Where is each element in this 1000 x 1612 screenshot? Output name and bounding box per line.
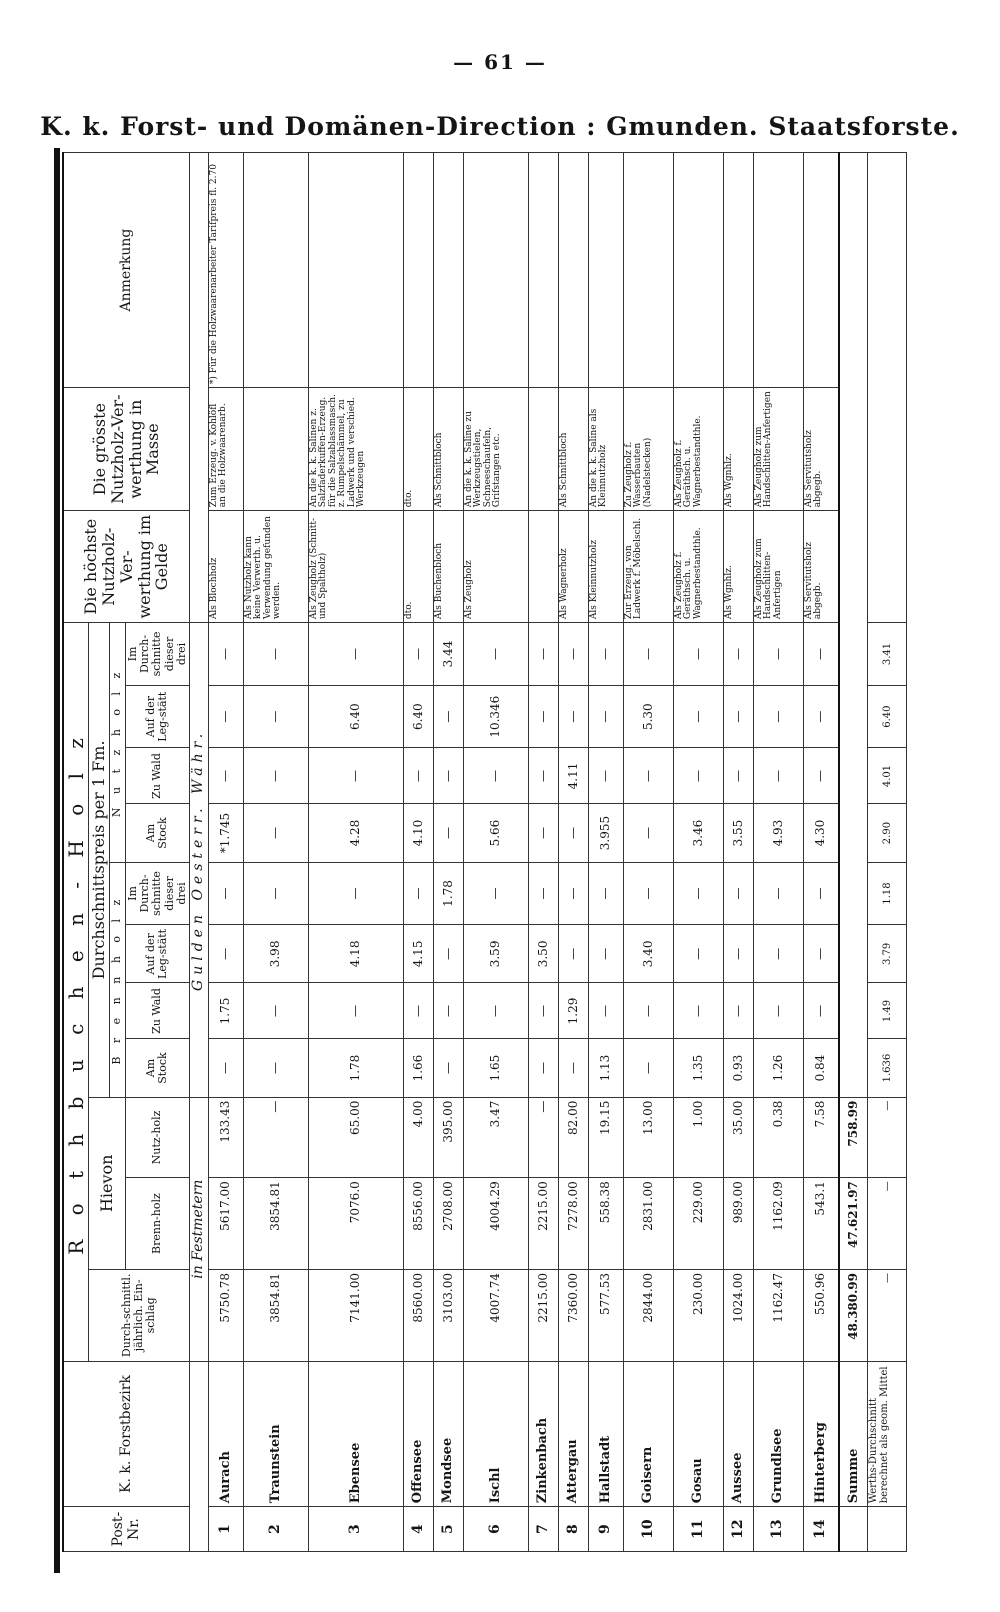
cell-post-nr: 2 [243,1507,308,1552]
cell-b-zu-wald: — [753,983,803,1039]
cell-b-zu-wald: — [529,983,559,1039]
cell-einschlag: 577.53 [588,1269,623,1361]
cell-hoechste-geld: Als Nutzholz kann keine Verwerth. u. Verwendung gefunden werden. [243,511,308,623]
cell-b-am-stock: 1.66 [404,1039,434,1097]
cell-nutzholz: 3.47 [464,1097,529,1178]
cell-post-nr: 3 [308,1507,403,1552]
cell-n-zu-wald: — [588,748,623,804]
cell-b-zu-wald: 1.29 [559,983,589,1039]
cell-b-am-stock: 0.93 [723,1039,753,1097]
cell-n-leg: — [208,685,243,748]
cell-hoechste-geld: Als Zeugholz zum Handschlitten-Anfertigen [753,511,803,623]
cell-anmerkung [404,153,434,388]
table-row [803,153,839,1552]
table-row [208,153,243,1552]
cell-n-leg: — [588,685,623,748]
cell-hoechste-geld: Als Blochholz [208,511,243,623]
cell-n-durchschnitt: — [623,623,673,686]
table-row [529,153,559,1552]
cell-einschlag: 1162.47 [753,1269,803,1361]
cell-n-zu-wald: — [434,748,464,804]
cell-brennholz: 1162.09 [753,1178,803,1270]
cell-groesste-masse: dto. [404,388,434,511]
cell-n-am-stock: — [529,804,559,862]
cell-nutzholz: 19.15 [588,1097,623,1178]
cell-post-nr: 5 [434,1507,464,1552]
cell-b-am-stock: 1.26 [753,1039,803,1097]
cell-post-nr: 7 [529,1507,559,1552]
cell-brennholz: 558.38 [588,1178,623,1270]
cell-b-durchschnitt: — [673,862,723,925]
cell-n-zu-wald: — [803,748,839,804]
cell-b-zu-wald: — [404,983,434,1039]
cell-sum-label: Summe [839,1361,868,1506]
cell-b-am-stock: — [559,1039,589,1097]
cell-nutzholz: — [529,1097,559,1178]
cell-b-leg: — [588,925,623,983]
cell-b-am-stock: — [208,1039,243,1097]
cell-b-zu-wald: — [243,983,308,1039]
cell-post-nr: 14 [803,1507,839,1552]
header-unit-festmetern: in Festmetern [190,1097,209,1361]
cell-hoechste-geld: dto. [404,511,434,623]
table-row [464,153,529,1552]
header-hievon: Hievon [89,1097,125,1269]
cell-einschlag: 3103.00 [434,1269,464,1361]
cell-groesste-masse: Als Zeugholz f. Geräthsch. u. Wagnerbestandthle. [673,388,723,511]
cell-b-durchschnitt: — [623,862,673,925]
cell-mean-label: Werths-Durchschnitt berechnet als geom. Mittel [868,1361,907,1506]
cell-b-durchschnitt: — [464,862,529,925]
cell-b-leg: 4.15 [404,925,434,983]
cell-groesste-masse: Als Schnittbloch [434,388,464,511]
cell-mean-n-avg: 3.41 [868,623,907,686]
header-n-zu-wald: Zu Wald [125,748,190,804]
rotated-table [62,152,907,1552]
cell-b-durchschnitt: — [753,862,803,925]
cell-n-zu-wald: — [243,748,308,804]
cell-einschlag: 2844.00 [623,1269,673,1361]
cell-anmerkung: *) Für die Holzwaarenarbeiter Tarifpreis fl. 2.70 [208,153,243,388]
cell-n-durchschnitt: — [559,623,589,686]
header-nutzholz-group: N u t z h o l z [110,623,125,863]
cell-b-am-stock: — [623,1039,673,1097]
cell-post-nr: 8 [559,1507,589,1552]
cell-n-leg: — [753,685,803,748]
cell-district: Mondsee [434,1361,464,1506]
cell-n-am-stock: — [559,804,589,862]
header-brennholz-group: B r e n n h o l z [110,862,125,1097]
cell-n-durchschnitt: — [588,623,623,686]
page-title: K. k. Forst- und Domänen-Direction : Gmunden. Staatsforste. [40,112,960,141]
cell-groesste-masse: Als Zeugholz zum Handschlitten-Anfertigen [753,388,803,511]
cell-b-durchschnitt: — [723,862,753,925]
header-b-leg: Auf der Leg-stätt [125,925,190,983]
cell-b-zu-wald: — [623,983,673,1039]
cell-b-leg: — [673,925,723,983]
cell-b-zu-wald: 1.75 [208,983,243,1039]
cell-b-am-stock: 1.35 [673,1039,723,1097]
cell-anmerkung [623,153,673,388]
cell-n-zu-wald: — [529,748,559,804]
cell-mean-b-leg: 3.79 [868,925,907,983]
cell-brennholz: 2708.00 [434,1178,464,1270]
header-price-group: Durchschnittspreis per 1 Fm. [89,623,110,1098]
cell-hoechste-geld: Als Kleinnutzholz [588,511,623,623]
cell-mean-brennholz: — [868,1178,907,1270]
cell-n-am-stock: — [434,804,464,862]
cell-district: Ebensee [308,1361,403,1506]
cell-n-leg: 10.346 [464,685,529,748]
header-unit-spacer [190,1361,209,1551]
cell-b-durchschnitt: — [404,862,434,925]
cell-district: Hallstadt [588,1361,623,1506]
cell-nutzholz: — [243,1097,308,1178]
cell-einschlag: 4007.74 [464,1269,529,1361]
cell-anmerkung [529,153,559,388]
cell-sum-brennholz: 47.621.97 [839,1178,868,1270]
cell-anmerkung [803,153,839,388]
table-row [559,153,589,1552]
cell-brennholz: 989.00 [723,1178,753,1270]
cell-brennholz: 7278.00 [559,1178,589,1270]
cell-n-leg: — [723,685,753,748]
cell-n-zu-wald: — [623,748,673,804]
cell-district: Aussee [723,1361,753,1506]
cell-groesste-masse: Als Schnittbloch [559,388,589,511]
header-groesste: Die grösste Nutzholz-Ver-werthung in Masse [63,388,190,511]
cell-b-zu-wald: — [588,983,623,1039]
cell-mean-b-avg: 1.18 [868,862,907,925]
header-b-durchschnitt: Im Durch-schnitte dieser drei [125,862,190,925]
cell-hoechste-geld [529,511,559,623]
cell-hoechste-geld: Als Zeugholz (Schnitt- und Spaltholz) [308,511,403,623]
table-row [623,153,673,1552]
cell-n-leg: 5.30 [623,685,673,748]
cell-sum-spacer [839,1507,868,1552]
cell-n-durchschnitt: — [803,623,839,686]
cell-brennholz: 2215.00 [529,1178,559,1270]
cell-n-am-stock: *1.745 [208,804,243,862]
cell-n-zu-wald: — [673,748,723,804]
cell-n-durchschnitt: — [243,623,308,686]
header-b-am-stock: Am Stock [125,1039,190,1097]
cell-n-am-stock: 5.66 [464,804,529,862]
cell-n-am-stock: 3.55 [723,804,753,862]
cell-n-am-stock: — [243,804,308,862]
cell-n-durchschnitt: — [753,623,803,686]
rotated-table-frame [62,152,907,1552]
cell-anmerkung [559,153,589,388]
cell-einschlag: 7141.00 [308,1269,403,1361]
cell-mean-spacer [868,1507,907,1552]
cell-n-am-stock: 4.30 [803,804,839,862]
cell-einschlag: 1024.00 [723,1269,753,1361]
cell-anmerkung [434,153,464,388]
cell-b-am-stock: 1.78 [308,1039,403,1097]
cell-hoechste-geld: Als Servitutsholz abgegb. [803,511,839,623]
cell-post-nr: 11 [673,1507,723,1552]
cell-b-am-stock: 1.13 [588,1039,623,1097]
cell-brennholz: 7076.0 [308,1178,403,1270]
header-einschlag: Durch-schnittl. jährlich. Ein-schlag [89,1269,190,1361]
header-n-am-stock: Am Stock [125,804,190,862]
ledger-table [62,152,907,1552]
cell-brennholz: 8556.00 [404,1178,434,1270]
cell-groesste-masse: An die k. k. Saline als Kleinnutzholz [588,388,623,511]
header-forstbezirk: K. k. Forstbezirk [63,1361,190,1506]
cell-n-leg: — [243,685,308,748]
cell-einschlag: 5750.78 [208,1269,243,1361]
cell-groesste-masse: An die k. k. Salinen z. Salzfaderkuffen-Erzeug. für die Salzablassmasch. z. Rumpelschämmel, zu Ladwerk und verschied. Werkzeugen [308,388,403,511]
cell-b-am-stock: — [243,1039,308,1097]
left-rule [54,148,60,1573]
cell-anmerkung [753,153,803,388]
cell-b-durchschnitt: — [588,862,623,925]
cell-anmerkung [588,153,623,388]
cell-b-zu-wald: — [308,983,403,1039]
cell-post-nr: 10 [623,1507,673,1552]
cell-groesste-masse [243,388,308,511]
cell-b-zu-wald: — [803,983,839,1039]
cell-anmerkung [308,153,403,388]
cell-b-durchschnitt: — [243,862,308,925]
cell-district: Offensee [404,1361,434,1506]
cell-n-durchschnitt: — [673,623,723,686]
mean-row [868,153,907,1552]
cell-nutzholz: 133.43 [208,1097,243,1178]
cell-n-leg: 6.40 [308,685,403,748]
header-nutzholz: Nutz-holz [125,1097,190,1178]
cell-post-nr: 6 [464,1507,529,1552]
cell-nutzholz: 35.00 [723,1097,753,1178]
cell-nutzholz: 395.00 [434,1097,464,1178]
cell-mean-rest [868,153,907,623]
cell-n-am-stock: 4.28 [308,804,403,862]
cell-n-zu-wald: — [464,748,529,804]
cell-n-am-stock: 3.955 [588,804,623,862]
header-unit-gulden: Gulden Oesterr. Währ. [190,623,209,1098]
cell-b-zu-wald: — [434,983,464,1039]
cell-hoechste-geld: Zur Erzeug. von Ladwerk f. Möbelschl. [623,511,673,623]
cell-district: Hinterberg [803,1361,839,1506]
cell-n-leg: — [803,685,839,748]
cell-mean-b-wald: 1.49 [868,983,907,1039]
cell-mean-n-wald: 4.01 [868,748,907,804]
cell-n-durchschnitt: — [208,623,243,686]
cell-b-durchschnitt: — [559,862,589,925]
cell-n-durchschnitt: — [464,623,529,686]
cell-groesste-masse [529,388,559,511]
cell-district: Traunstein [243,1361,308,1506]
cell-district: Zinkenbach [529,1361,559,1506]
cell-n-durchschnitt: — [529,623,559,686]
cell-anmerkung [723,153,753,388]
sum-row [839,153,868,1552]
cell-sum-nutzholz: 758.99 [839,1097,868,1178]
cell-brennholz: 5617.00 [208,1178,243,1270]
ledger-body [208,153,906,1552]
cell-hoechste-geld: Als Zeugholz f. Geräthsch. u. Wagnerbestandthle. [673,511,723,623]
cell-n-leg: — [559,685,589,748]
cell-post-nr: 4 [404,1507,434,1552]
cell-n-zu-wald: — [753,748,803,804]
cell-n-am-stock: — [623,804,673,862]
cell-mean-n-stock: 2.90 [868,804,907,862]
cell-district: Goisern [623,1361,673,1506]
cell-einschlag: 7360.00 [559,1269,589,1361]
cell-einschlag: 230.00 [673,1269,723,1361]
cell-district: Ischl [464,1361,529,1506]
cell-b-am-stock: — [529,1039,559,1097]
cell-n-zu-wald: — [404,748,434,804]
cell-hoechste-geld: Als Zeugholz [464,511,529,623]
cell-groesste-masse: Zum Erzeug. v. Kohlöfl an die Holzwaarenarb. [208,388,243,511]
cell-n-zu-wald: — [208,748,243,804]
cell-mean-nutzholz: — [868,1097,907,1178]
cell-n-am-stock: 4.93 [753,804,803,862]
cell-n-zu-wald: — [723,748,753,804]
cell-post-nr: 13 [753,1507,803,1552]
table-row [434,153,464,1552]
cell-brennholz: 2831.00 [623,1178,673,1270]
cell-hoechste-geld: Als Wgnhlz. [723,511,753,623]
cell-b-zu-wald: — [464,983,529,1039]
cell-nutzholz: 13.00 [623,1097,673,1178]
cell-n-durchschnitt: — [404,623,434,686]
cell-anmerkung [673,153,723,388]
cell-anmerkung [243,153,308,388]
cell-b-leg: 3.98 [243,925,308,983]
cell-nutzholz: 4.00 [404,1097,434,1178]
header-n-leg: Auf der Leg-stätt [125,685,190,748]
table-row [723,153,753,1552]
cell-b-leg: 3.50 [529,925,559,983]
cell-brennholz: 3854.81 [243,1178,308,1270]
cell-brennholz: 4004.29 [464,1178,529,1270]
cell-post-nr: 1 [208,1507,243,1552]
cell-n-leg: — [529,685,559,748]
cell-n-am-stock: 3.46 [673,804,723,862]
table-row [243,153,308,1552]
page-number: — 61 — [453,50,547,74]
cell-b-leg: — [434,925,464,983]
cell-b-leg: — [208,925,243,983]
cell-b-durchschnitt: 1.78 [434,862,464,925]
cell-b-leg: 3.40 [623,925,673,983]
cell-b-leg: — [753,925,803,983]
cell-n-leg: 6.40 [404,685,434,748]
cell-b-leg: 3.59 [464,925,529,983]
cell-b-am-stock: 1.65 [464,1039,529,1097]
cell-b-durchschnitt: — [529,862,559,925]
header-unit-spacer-right [190,153,209,623]
cell-mean-n-leg: 6.40 [868,685,907,748]
cell-b-am-stock: — [434,1039,464,1097]
cell-b-leg: 4.18 [308,925,403,983]
table-row [588,153,623,1552]
cell-groesste-masse: An die k. k. Saline zu Werkzeugstielen, Schneeschaufeln, Grifstangen etc. [464,388,529,511]
cell-post-nr: 9 [588,1507,623,1552]
cell-brennholz: 229.00 [673,1178,723,1270]
cell-post-nr: 12 [723,1507,753,1552]
cell-n-leg: — [434,685,464,748]
cell-district: Gosau [673,1361,723,1506]
cell-b-leg: — [803,925,839,983]
cell-n-leg: — [673,685,723,748]
cell-nutzholz: 0.38 [753,1097,803,1178]
cell-anmerkung [464,153,529,388]
cell-einschlag: 2215.00 [529,1269,559,1361]
cell-sum-einschlag: 48.380.99 [839,1269,868,1361]
cell-n-durchschnitt: 3.44 [434,623,464,686]
table-row [753,153,803,1552]
header-b-zu-wald: Zu Wald [125,983,190,1039]
cell-groesste-masse: Als Servitutsholz abgegb. [803,388,839,511]
cell-mean-einschlag: — [868,1269,907,1361]
table-row [673,153,723,1552]
cell-n-zu-wald: — [308,748,403,804]
cell-district: Aurach [208,1361,243,1506]
header-hoechste: Die höchste Nutzholz-Ver-werthung im Gelde [63,511,190,623]
cell-n-am-stock: 4.10 [404,804,434,862]
cell-hoechste-geld: Als Buchenbloch [434,511,464,623]
cell-einschlag: 8560.00 [404,1269,434,1361]
cell-b-durchschnitt: — [308,862,403,925]
cell-nutzholz: 65.00 [308,1097,403,1178]
cell-b-leg: — [559,925,589,983]
header-anmerkung: Anmerkung [63,153,190,388]
cell-hoechste-geld: Als Wagnerholz [559,511,589,623]
cell-b-zu-wald: — [723,983,753,1039]
cell-b-zu-wald: — [673,983,723,1039]
cell-district: Grundlsee [753,1361,803,1506]
cell-n-durchschnitt: — [723,623,753,686]
cell-b-durchschnitt: — [803,862,839,925]
cell-mean-b-stock: 1.636 [868,1039,907,1097]
header-post-nr: Post-Nr. [63,1507,190,1552]
cell-brennholz: 543.1 [803,1178,839,1270]
table-row [308,153,403,1552]
header-brennholz: Brenn-holz [125,1178,190,1270]
cell-einschlag: 3854.81 [243,1269,308,1361]
cell-b-leg: — [723,925,753,983]
cell-sum-rest [839,153,868,1098]
cell-nutzholz: 7.58 [803,1097,839,1178]
cell-b-am-stock: 0.84 [803,1039,839,1097]
cell-nutzholz: 1.00 [673,1097,723,1178]
header-section: R o t h b u c h e n - H o l z [63,623,89,1362]
cell-n-durchschnitt: — [308,623,403,686]
cell-district: Attergau [559,1361,589,1506]
cell-nutzholz: 82.00 [559,1097,589,1178]
table-row [404,153,434,1552]
cell-groesste-masse: Als Wgnhlz. [723,388,753,511]
cell-n-zu-wald: 4.11 [559,748,589,804]
cell-groesste-masse: Zu Zeugholz f. Wasserbauten (Nadelstecken) [623,388,673,511]
header-n-durchschnitt: Im Durch-schnitte dieser drei [125,623,190,686]
cell-einschlag: 550.96 [803,1269,839,1361]
cell-b-durchschnitt: — [208,862,243,925]
